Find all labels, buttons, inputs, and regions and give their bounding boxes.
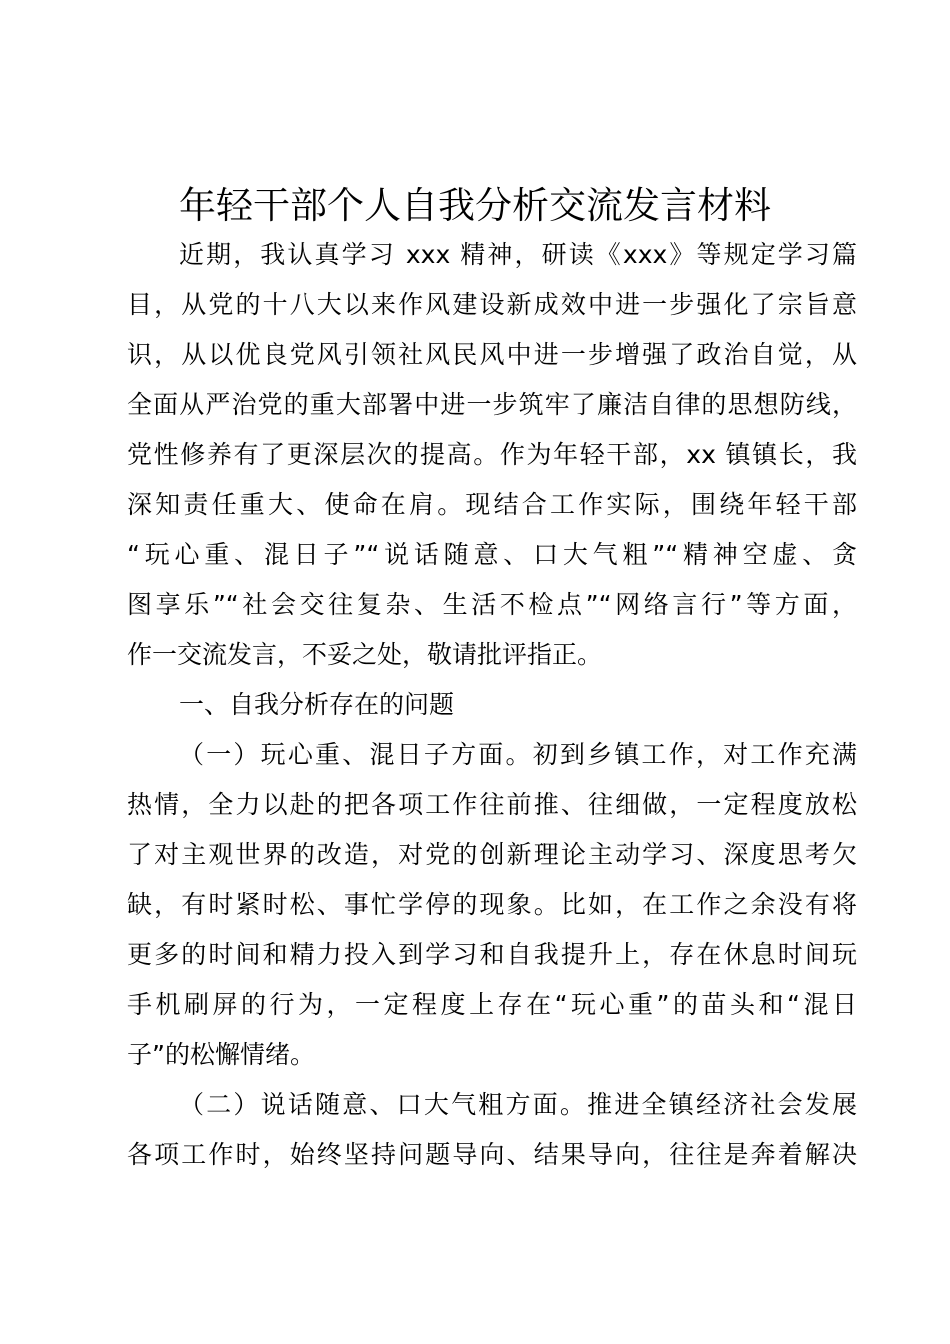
paragraph-line: 热情，全力以赴的把各项工作往前推、往细做，一定程度放松 (127, 790, 857, 819)
section-heading: 一、自我分析存在的问题 (179, 690, 455, 719)
paragraph-line: 缺，有时紧时松、事忙学停的现象。比如，在工作之余没有将 (127, 890, 857, 919)
paragraph-line: 识，从以优良党风引领社风民风中进一步增强了政治自觉，从 (127, 340, 857, 369)
paragraph-line: “玩心重、混日子”“说话随意、口大气粗”“精神空虚、贪 (127, 540, 857, 569)
paragraph-line: 全面从严治党的重大部署中进一步筑牢了廉洁自律的思想防线， (127, 390, 857, 419)
paragraph-line: 深知责任重大、使命在肩。现结合工作实际，围绕年轻干部 (127, 490, 857, 519)
paragraph-line: 手机刷屏的行为，一定程度上存在“玩心重”的苗头和“混日 (127, 990, 857, 1019)
paragraph-line: 子”的松懈情绪。 (127, 1040, 315, 1069)
paragraph-line: （一）玩心重、混日子方面。初到乡镇工作，对工作充满 (179, 740, 857, 769)
paragraph-line: 目，从党的十八大以来作风建设新成效中进一步强化了宗旨意 (127, 290, 857, 319)
paragraph-line: 近期，我认真学习 xxx 精神，研读《xxx》等规定学习篇 (179, 240, 857, 269)
paragraph-line: 党性修养有了更深层次的提高。作为年轻干部，xx 镇镇长，我 (127, 440, 857, 469)
document-title: 年轻干部个人自我分析交流发言材料 (179, 184, 771, 227)
paragraph-line: （二）说话随意、口大气粗方面。推进全镇经济社会发展 (179, 1090, 857, 1119)
paragraph-line: 图享乐”“社会交往复杂、生活不检点”“网络言行”等方面， (127, 590, 857, 619)
document-body (127, 230, 857, 1180)
paragraph-line: 更多的时间和精力投入到学习和自我提升上，存在休息时间玩 (127, 940, 857, 969)
paragraph-line: 作一交流发言，不妥之处，敬请批评指正。 (127, 640, 603, 669)
paragraph-line: 各项工作时，始终坚持问题导向、结果导向，往往是奔着解决 (127, 1140, 857, 1169)
paragraph-line: 了对主观世界的改造，对党的创新理论主动学习、深度思考欠 (127, 840, 857, 869)
